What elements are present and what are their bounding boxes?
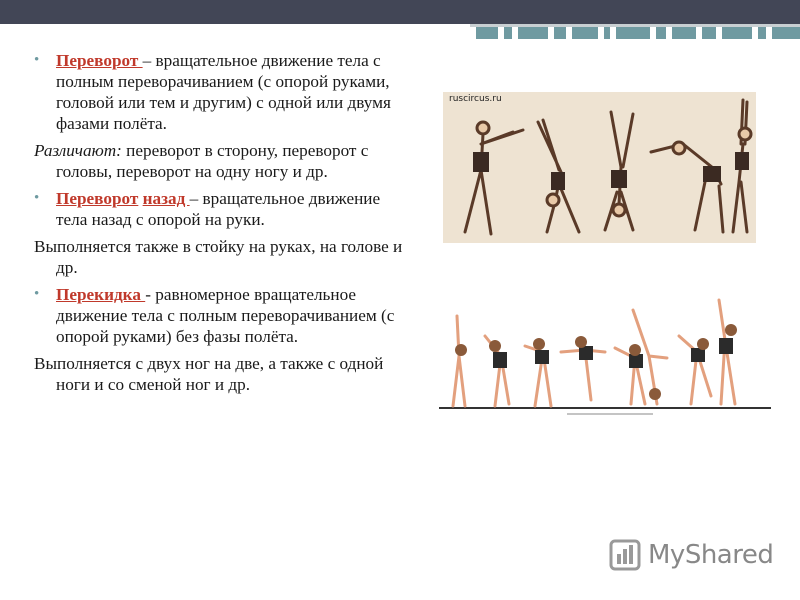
bullet-icon: • <box>34 286 40 302</box>
paragraph-razlichayut <box>34 140 414 182</box>
paragraph-perevorot-nazad <box>34 188 414 230</box>
bullet-icon: • <box>34 190 40 206</box>
paragraph-text: переворот в сторону, переворот с головы, переворот на одну ногу и др. <box>56 141 369 181</box>
paragraph-vypolnyaetsya-2 <box>34 353 414 395</box>
myshared-logo <box>608 538 778 574</box>
term-perekidka: Перекидка <box>56 285 146 304</box>
slide-text <box>34 50 414 401</box>
paragraph-text: Выполняется с двух ног на две, а также с одной ноги и со сменой ног и др. <box>34 354 384 394</box>
image-source-label: ruscircus.ru <box>449 94 502 104</box>
decorative-stripes <box>470 27 800 39</box>
backward-walkover-sequence-image <box>435 296 775 420</box>
paragraph-perekidka <box>34 284 414 347</box>
definition-text: – вращательное движение тела назад с опорой на руки. <box>56 189 381 229</box>
myshared-logo-icon <box>608 538 642 572</box>
term-perevorot: Переворот <box>56 51 143 70</box>
top-title-bar <box>0 0 800 24</box>
logo-text: MyShared <box>648 540 774 570</box>
definition-text: – вращательное движение тела с полным переворачиванием (с опорой руками, головой или тем и другим) с одной или двумя фазами полёта. <box>56 51 391 133</box>
paragraph-vypolnyaetsya-1 <box>34 236 414 278</box>
term-nazad: назад <box>142 189 190 208</box>
gymnast-figures-illustration <box>435 296 775 420</box>
definition-text: - равномерное вращательное движение тела с полным переворачиванием (с опорой руками) без фазы полёта. <box>56 285 395 346</box>
paragraph-perevorot <box>34 50 414 134</box>
gymnast-figures-illustration <box>443 92 756 243</box>
bullet-icon: • <box>34 52 40 68</box>
handspring-sequence-image <box>443 92 756 243</box>
paragraph-text: Выполняется также в стойку на руках, на голове и др. <box>34 237 403 277</box>
lead-text: Различают: <box>34 141 122 160</box>
term-perevorot: Переворот <box>56 189 139 208</box>
